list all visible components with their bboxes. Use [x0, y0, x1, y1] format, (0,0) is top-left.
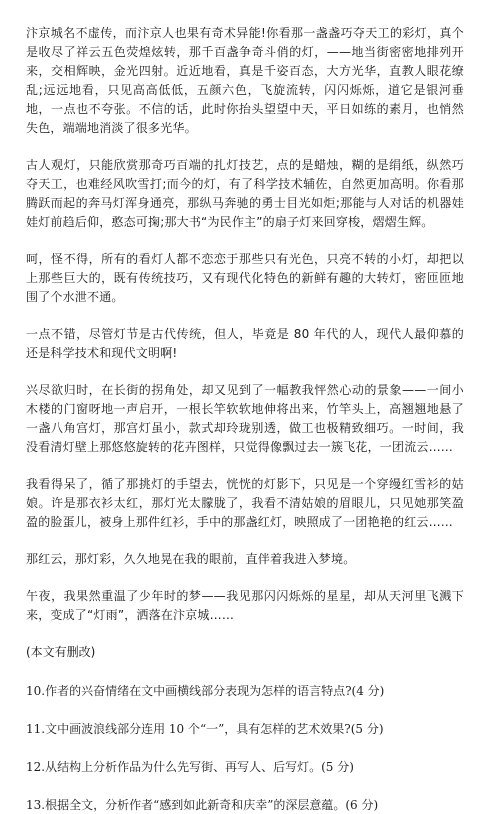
paragraph-3: 呵，怪不得，所有的看灯人都不恋恋于那些只有光色，只亮不转的小灯，却把以上那些巨大的，既有传统技巧，又有现代化特色的新鲜有趣的大转灯，密匝匝地围了个水泄不通。 — [26, 252, 464, 304]
paragraph-6: 我看得呆了，循了那挑灯的手望去，恍恍的灯影下，只见是一个穿缦红雪衫的姑娘。许是那衣衫太红，那灯光太朦胧了，我看不清姑娘的眉眼儿，只见她那笑盈盈的脸蛋儿，被身上那件红衫，手中的那盏红灯，映照成了一团艳艳的红云…… — [26, 477, 464, 529]
paragraph-1: 汴京城名不虚传，而汴京人也果有奇术异能!你看那一盏盏巧夺天工的彩灯，真个是收尽了祥云五色荧煌炫转，那千百盏争奇斗俏的灯，——地当街密密地排列开来，交相辉映，金光四射。近近地看，真是千姿百态，大方光华，直教人眼花缭乱;远远地看，只见高高低低，五颜六色，飞旋流转，闪闪烁烁，道它是银河垂地，一点也不夸张。不信的话，此时你抬头望望中天，平日如练的素月，也悄然失色，端端地消淡了很多光华。 — [26, 26, 464, 135]
question-12: 12.从结构上分析作品为什么先写街、再写人、后写灯。(5 分) — [26, 760, 354, 774]
question-13: 13.根据全文，分析作者“感到如此新奇和庆幸”的深层意蕴。(6 分) — [26, 798, 379, 812]
question-10: 10.作者的兴奋情绪在文中画横线部分表现为怎样的语言特点?(4 分) — [26, 684, 385, 698]
deletion-note: (本文有删改) — [26, 645, 96, 659]
paragraph-2: 古人观灯，只能欣赏那奇巧百端的扎灯技艺，点的是蜡烛，糊的是绢纸，纵然巧夺天工，也难经风吹雪打;而今的灯，有了科学技术辅佐，自然更加高明。你看那腾跃而起的奔马灯浑身通亮，那纵马奔驰的勇士目光如炬;那能与人对话的机器娃娃灯前趋后仰，憨态可掬;那大书“为民作主”的扇子灯来回穿梭，熠熠生辉。 — [26, 158, 464, 229]
paragraph-4: 一点不错，尽管灯节是古代传统，但人，毕竟是 80 年代的人，现代人最仰慕的还是科学技术和现代文明啊! — [26, 327, 464, 360]
paragraph-5: 兴尽欲归时，在长街的拐角处，却又见到了一幅教我怦然心动的景象——一间小木楼的门窗呀地一声启开，一根长竿软软地伸将出来，竹竿头上，高翘翘地悬了一盏八角宫灯，那宫灯虽小，款式却玲珑别透，做工也极精致细巧。一时间，我没看清灯壁上那悠悠旋转的花卉图样，只觉得像飘过去一簇飞花，一团流云…… — [26, 383, 464, 454]
paragraph-7: 那红云，那灯彩，久久地晃在我的眼前，直伴着我进入梦境。 — [26, 552, 356, 566]
question-11: 11.文中画波浪线部分连用 10 个“一”，具有怎样的艺术效果?(5 分) — [26, 722, 384, 736]
paragraph-8: 午夜，我果然重温了少年时的梦——我见那闪闪烁烁的星星，却从天河里飞溅下来，变成了“灯雨”，洒落在汴京城…… — [26, 589, 464, 622]
